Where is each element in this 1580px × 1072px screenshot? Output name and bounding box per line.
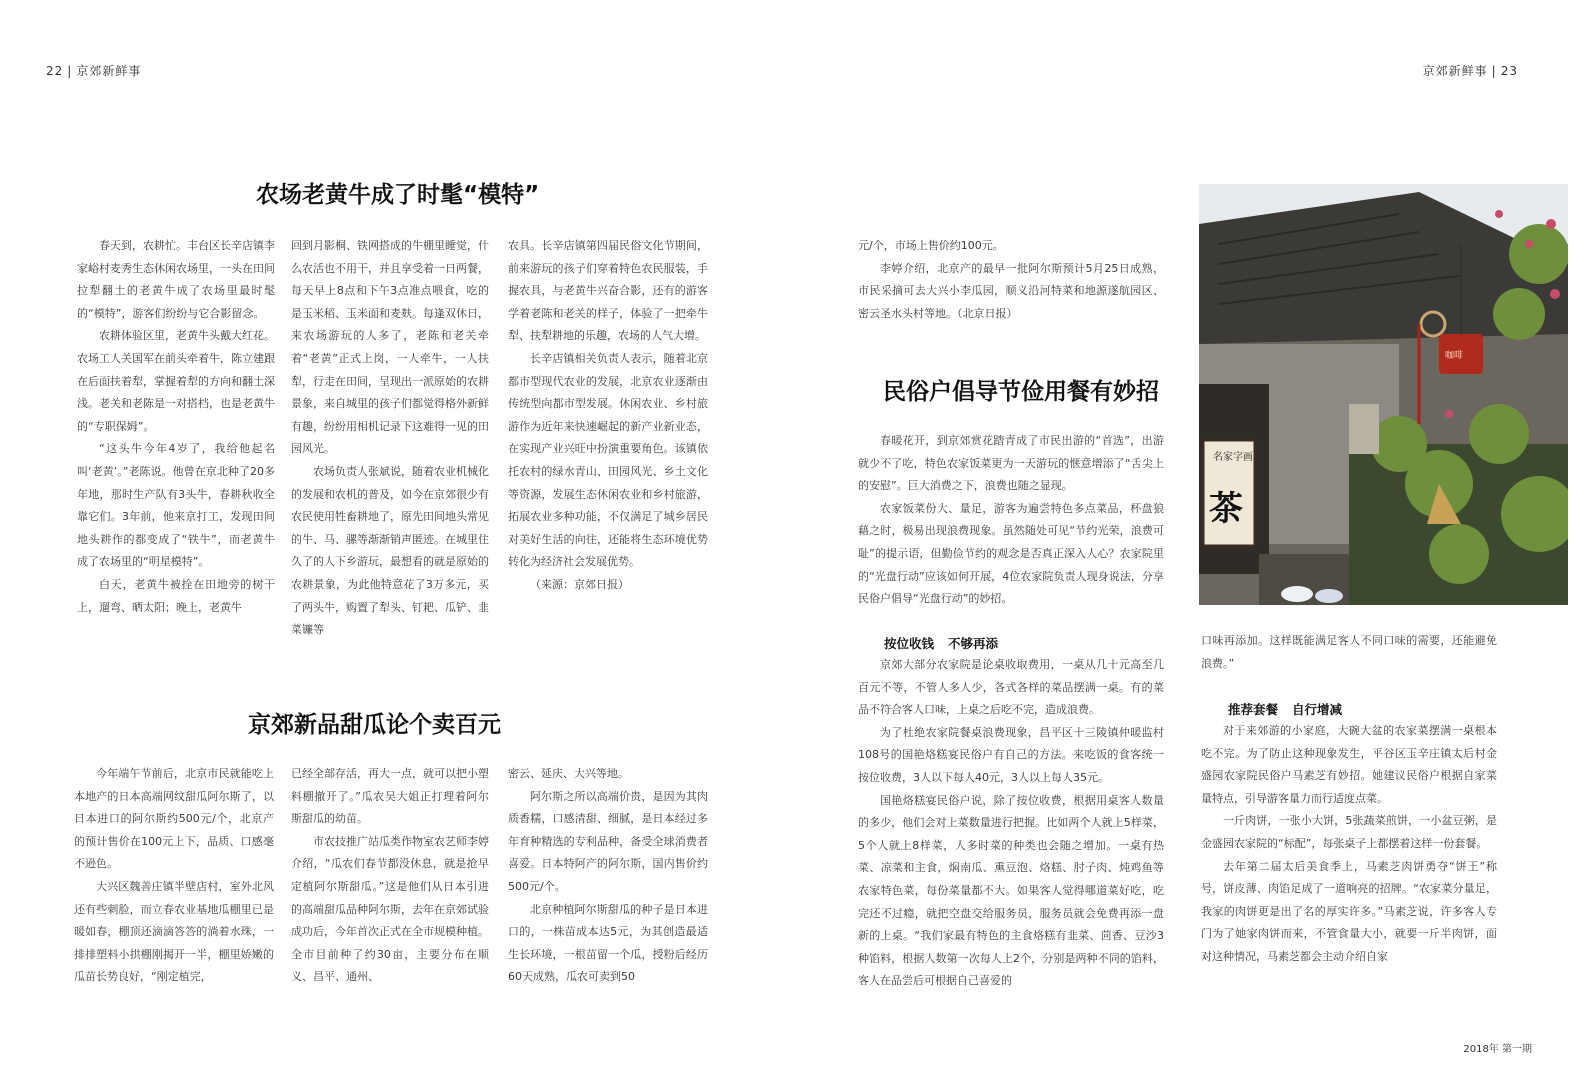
- paragraph: 农场负责人张斌说，随着农业机械化的发展和农机的普及，如今在京郊很少有农民使用牲畜耕地了，原先田间地头常见的牛、马、骡等渐渐销声匿迹。在城里住久了的人下乡游玩，最想看的就是原始的农耕景象，为此他特意花了3万多元，买了两头牛，购置了犁头、钉耙、瓜铲、韭菜镰等: [291, 464, 489, 637]
- right-page-header: 京郊新鲜事 | 23: [1422, 64, 1518, 78]
- article-3-column-2-top: [1201, 630, 1497, 675]
- right-section-name: 京郊新鲜事: [1422, 64, 1488, 78]
- paragraph: 为了杜绝农家院餐桌浪费现象，昌平区十三陵镇仲暖监村108号的国艳烙糕宴民俗户有自己的方法。来吃饭的食客统一按位收费，3人以下每人40元，3人以上每人35元。: [858, 725, 1164, 784]
- article-1-title: 农场老黄牛成了时髦“模特”: [256, 182, 540, 208]
- paragraph: 去年第二届太后美食季上，马素芝肉饼勇夺“饼王”称号，饼皮薄、肉馅足成了一道响亮的招牌。“农家菜分量足，我家的肉饼更是出了名的厚实许多。”马素芝说，许多客人专门为了她家肉饼而来，不管食量大小，就要一斤半肉饼，面对这种情况，马素芝都会主动介绍自家: [1201, 859, 1497, 963]
- paragraph: 市农技推广站瓜类作物室农艺师李婷介绍，“瓜农们春节都没休息，就是抢早定植阿尔斯甜瓜。”这是他们从日本引进的高端甜瓜品种阿尔斯，去年在京郊试验成功后，今年首次正式在全市规模种植。全市目前种了约30亩，主要分布在顺义、昌平、通州、: [291, 834, 489, 984]
- subheading-2-part-b: 自行增减: [1292, 702, 1343, 717]
- paragraph: 春天到，农耕忙。丰台区长辛店镇李家峪村麦秀生态休闲农场里，一头在田间拉犁翻土的老黄牛成了农场里最时髦的“模特”，游客们纷纷与它合影留念。: [77, 239, 275, 320]
- paragraph: 元/个，市场上售价约100元。: [858, 239, 1004, 252]
- left-section-name: 京郊新鲜事: [76, 64, 142, 78]
- paragraph: 李婷介绍，北京产的最早一批阿尔斯预计5月25日成熟，市民采摘可去大兴小李瓜园，顺义沿河特菜和地源遂航园区、密云圣水头村等地。（北京日报）: [858, 261, 1164, 320]
- paragraph: 口味再添加。这样既能满足客人不同口味的需要，还能避免浪费。”: [1201, 634, 1497, 670]
- paragraph: 农耕体验区里，老黄牛头戴大红花。农场工人关国军在前头牵着牛，陈立建跟在后面扶着犁，掌握着犁的方向和翻土深浅。老关和老陈是一对搭档，也是老黄牛的“专职保姆”。: [77, 329, 275, 433]
- article-3-title: 民俗户倡导节俭用餐有妙招: [883, 379, 1159, 405]
- paragraph: 国艳烙糕宴民俗户说，除了按位收费，根据用桌客人数量的多少，他们会对上菜数量进行把握。比如两个人就上5样菜，5个人就上8样菜，人多时菜的种类也会随之增加。一桌有热菜、凉菜和主食，焖南瓜、熏豆泡、烙糕、肘子肉、炖鸡鱼等农家特色菜，每份菜量都不大。如果客人觉得哪道菜好吃，吃完还不过瘾，就把空盘交给服务员，服务员就会免费再添一盘新的上桌。“我们家最有特色的主食烙糕有韭菜、茴香、豆沙3种馅料，根据人数第一次每人上2个，分别是两种不同的馅料，客人在品尝后可根据自己喜爱的: [858, 793, 1164, 988]
- article-3-column-2: [1201, 720, 1497, 969]
- paragraph: 一斤肉饼，一张小大饼，5张蔬菜煎饼，一小盆豆粥，是金盛园农家院的“标配”，每张桌子上都摆着这样一份套餐。: [1201, 814, 1497, 850]
- article-2-title: 京郊新品甜瓜论个卖百元: [248, 712, 501, 738]
- paragraph: 白天，老黄牛被拴在田地旁的树干上，遛弯、晒太阳；晚上，老黄牛: [77, 577, 275, 614]
- wall-lamp: [1349, 404, 1379, 454]
- article-2-continuation: [858, 235, 1164, 325]
- paragraph: 大兴区魏善庄镇半壁店村，室外北风还有些刺脸，而立春农业基地瓜棚里已是暖如春，棚顶还滴滴答答的淌着水珠，一排排塑料小拱棚刚揭开一半，棚里娇嫩的瓜苗长势良好，“刚定植完，: [74, 879, 274, 984]
- article-1-column-3: [508, 235, 708, 597]
- paragraph: （来源：京郊日报）: [530, 577, 629, 591]
- paragraph: 北京种植阿尔斯甜瓜的种子是日本进口的，一株苗成本达5元，为其创造最适生长环境，一根苗留一个瓜，授粉后经历60天成熟，瓜农可卖到50: [508, 902, 708, 984]
- paragraph: 农家饭菜份大、量足，游客为遍尝特色多点菜品，杯盘狼藉之时，极易出现浪费现象。虽然随处可见“节约光荣，浪费可耻”的提示语，但勤俭节约的观念是否真正深入人心？农家院里的“光盘行动”应该如何开展，4位农家院负责人现身说法，分享民俗户倡导“光盘行动”的妙招。: [858, 501, 1164, 606]
- subheading-1-part-a: 按位收钱: [884, 636, 935, 651]
- paragraph: 对于来郊游的小家庭，大碗大盆的农家菜摆满一桌根本吃不完。为了防止这种现象发生，平谷区玉辛庄镇太后村金盛园农家院民俗户马素芝有妙招。她建议民俗户根据自家菜量特点，引导游客量力而行适度点菜。: [1201, 724, 1497, 805]
- article-2-column-1: [74, 763, 274, 989]
- bucket-2: [1315, 589, 1343, 603]
- paragraph: 阿尔斯之所以高端价贵，是因为其肉质香糯，口感清甜、细腻，是日本经过多年育种精选的专利品种，备受全球消费者喜爱。日本特阿产的阿尔斯，国内售价约500元/个。: [508, 789, 708, 893]
- article-2-column-2: [291, 763, 489, 989]
- sign-upper-text: 名家字画: [1213, 452, 1253, 463]
- paragraph: 密云、延庆、大兴等地。: [508, 767, 629, 780]
- paragraph: 今年端午节前后，北京市民就能吃上本地产的日本高端网纹甜瓜阿尔斯了，以日本进口的阿尔斯约500元/个，北京产的预计售价在100元上下，品质、口感毫不逊色。: [74, 767, 274, 871]
- subheading-1-part-b: 不够再添: [948, 636, 999, 651]
- subheading-2: [1228, 700, 1342, 718]
- article-2-column-3: [508, 763, 708, 989]
- left-page-number: 22: [46, 64, 64, 78]
- article-3-intro: [858, 430, 1164, 611]
- sign-tea-char: 茶: [1209, 489, 1243, 529]
- article-3-column-1: [858, 654, 1164, 993]
- paragraph: 回到月影桐、铁网搭成的牛棚里睡觉，什么农活也不用干，并且享受着一日两餐，每天早上8点和下午3点准点喂食，吃的是玉米稻、玉米面和麦麸。每逢双休日，来农场游玩的人多了，老陈和老关牵着“老黄”正式上岗，一人牵牛，一人扶犁，行走在田间，呈现出一派原始的农耕景象，来自城里的孩子们都觉得格外新鲜有趣，纷纷用相机记录下这难得一见的田园风光。: [291, 239, 489, 456]
- bucket-1: [1281, 586, 1313, 602]
- paragraph: 春暖花开，到京郊赏花踏青成了市民出游的“首选”，出游就少不了吃，特色农家饭菜更为一天游玩的惬意增添了“舌尖上的安慰”。巨大消费之下，浪费也随之显现。: [858, 434, 1164, 493]
- paragraph: 长辛店镇相关负责人表示，随着北京都市型现代农业的发展，北京农业逐渐由传统型向都市型发展。休闲农业、乡村旅游作为近年来快速崛起的新产业新业态，在实现产业兴旺中扮演重要角色。该镇依托农村的绿水青山、田园风光、乡土文化等资源，发展生态休闲农业和乡村旅游，拓展农业多种功能，不仅满足了城乡居民对美好生活的向往，还能将生态环境优势转化为经济社会发展优势。: [508, 351, 708, 569]
- courtyard-photo: [1199, 184, 1568, 605]
- article-1-column-1: [77, 235, 275, 619]
- article-1-column-2: [291, 235, 489, 642]
- paragraph: 已经全部存活，再大一点，就可以把小塑料棚撤开了。”瓜农吴大姐正打理着阿尔斯甜瓜的幼苗。: [291, 767, 489, 826]
- paragraph: 农具。长辛店镇第四届民俗文化节期间，前来游玩的孩子们穿着特色农民服装，手握农具，与老黄牛兴奋合影，还有的游客学着老陈和老关的样子，体验了一把牵牛犁、扶犁耕地的乐趣，农场的人气大增。: [508, 239, 708, 343]
- issue-footer: 2018年 第一期: [1463, 1044, 1532, 1055]
- subheading-2-part-a: 推荐套餐: [1228, 702, 1279, 717]
- subheading-1: [884, 634, 998, 652]
- courtyard-photo-illustration: [1199, 184, 1568, 605]
- left-page-header: 22 | 京郊新鲜事: [46, 64, 142, 78]
- paragraph: 京郊大部分农家院是论桌收取费用，一桌从几十元高至几百元不等，不管人多人少，各式各样的菜品摆满一桌。有的菜品不符合客人口味，上桌之后吃不完，造成浪费。: [858, 658, 1164, 717]
- right-page-number: 23: [1500, 64, 1518, 78]
- pot-label: 咖啡: [1445, 351, 1464, 361]
- paragraph: “这头牛今年4岁了，我给他起名叫‘老黄’。”老陈说。他曾在京北种了20多年地，那时生产队有3头牛，春耕秋收全靠它们。3年前，他来京打工，发现田间地头耕作的都变成了“铁牛”，而老黄牛成了农场里的“明星模特”。: [77, 442, 275, 569]
